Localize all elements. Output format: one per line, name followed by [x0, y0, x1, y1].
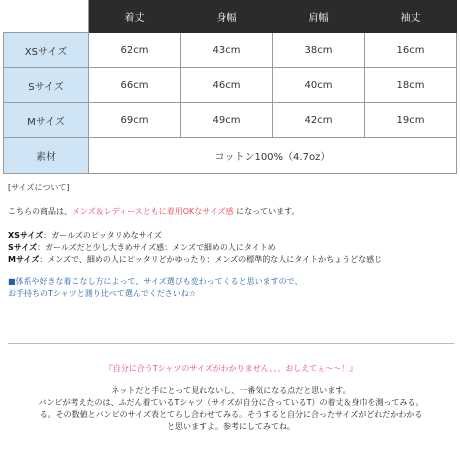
row-label: XSサイズ: [4, 33, 89, 68]
size-notes: [8, 182, 456, 300]
table-cell: 19cm: [365, 103, 457, 138]
section-divider: [8, 343, 454, 344]
size-table-corner-cell: [4, 1, 89, 33]
size-name: XSサイズ: [8, 231, 44, 240]
table-cell: 38cm: [273, 33, 365, 68]
notes-heading: [サイズについて]: [8, 183, 70, 192]
intro-highlight: メンズ＆レディースともに着用OKなサイズ感: [72, 207, 234, 216]
table-cell: 62cm: [89, 33, 181, 68]
size-name: Sサイズ: [8, 243, 38, 252]
advice-line-4: と思いますよ。参考にしてみてね。: [167, 422, 295, 431]
advice-line-2: バンビが考えたのは、ふだん着ているTシャツ（サイズが自分に合っているT）の着丈＆身巾を測ってみる。: [38, 398, 424, 407]
table-cell: 16cm: [365, 33, 457, 68]
size-row-xs: [4, 33, 457, 68]
table-cell: 43cm: [181, 33, 273, 68]
size-desc: ：ガールズだと少し大きめサイズ感：メンズで細めの人にタイトめ: [37, 243, 276, 252]
column-header-shoulder: 肩幅: [273, 1, 365, 33]
material-value: コットン100%（4.7oz）: [89, 138, 457, 174]
table-cell: 18cm: [365, 68, 457, 103]
size-table: [3, 0, 457, 174]
size-desc-s: [8, 242, 456, 254]
size-row-s: [4, 68, 457, 103]
size-advice-section: [8, 363, 454, 433]
notes-intro: [8, 206, 456, 218]
material-row: [4, 138, 457, 174]
table-cell: 66cm: [89, 68, 181, 103]
question-line: 『自分に合うTシャツのサイズがわかりません、、、おしえてぇ〜〜！』: [104, 364, 358, 373]
advice-line-3: る。その数値とバンビのサイズ表とてらし合わせてみる。そうすると自分に合ったサイズがどれだかわかる: [39, 410, 423, 419]
table-cell: 40cm: [273, 68, 365, 103]
material-label: 素材: [4, 138, 89, 174]
table-cell: 49cm: [181, 103, 273, 138]
table-cell: 46cm: [181, 68, 273, 103]
fit-advice-line-2: お手持ちのTシャツと測り比べて選んでくださいね☆: [8, 289, 196, 298]
size-desc: ：ガールズのピッタリめなサイズ: [43, 231, 162, 240]
table-cell: 69cm: [89, 103, 181, 138]
row-label: Mサイズ: [4, 103, 89, 138]
intro-text-end: になっています。: [236, 207, 300, 216]
size-table-header-row: [4, 1, 457, 33]
size-desc-m: [8, 254, 456, 266]
intro-text: こちらの商品は、: [8, 207, 72, 216]
row-label: Sサイズ: [4, 68, 89, 103]
size-desc: ：メンズで、細めの人にピッタリどかゆったり：メンズの標準的な人にタイトかちょうどな感じ: [39, 255, 383, 264]
size-name: Mサイズ: [8, 255, 40, 264]
advice-line-1: ネットだと手にとって見れないし、一番気になる点だと思います。: [111, 386, 351, 395]
fit-advice-line-1: ■体系や好きな着こなし方によって、サイズ選びも変わってくると思いますので、: [8, 277, 303, 286]
size-desc-xs: [8, 230, 456, 242]
column-header-length: 着丈: [89, 1, 181, 33]
column-header-width: 身幅: [181, 1, 273, 33]
column-header-sleeve: 袖丈: [365, 1, 457, 33]
size-row-m: [4, 103, 457, 138]
table-cell: 42cm: [273, 103, 365, 138]
